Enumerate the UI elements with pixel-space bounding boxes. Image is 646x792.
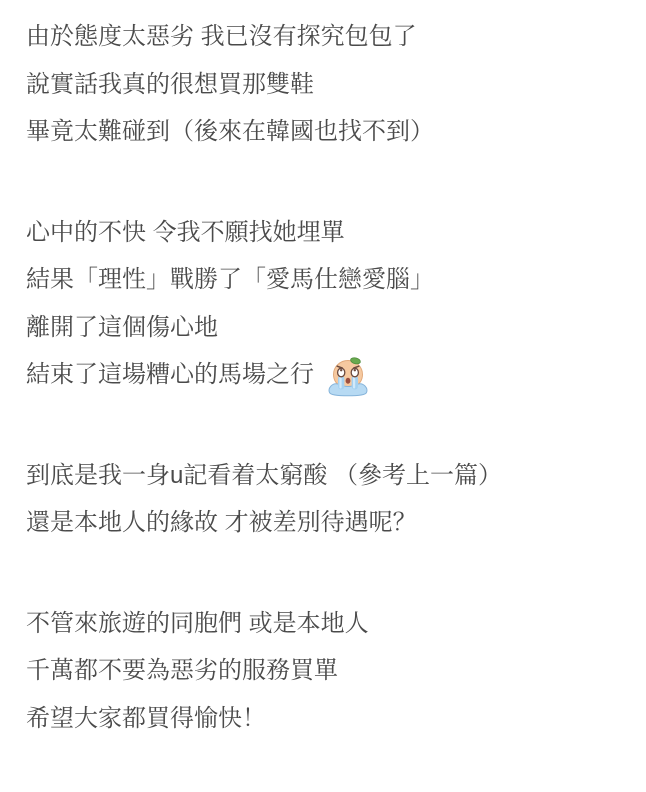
text-line [26,600,628,648]
paragraph [26,600,628,743]
paragraph [26,452,628,547]
line-text: 結果「理性」戰勝了「愛馬仕戀愛腦」 [26,266,434,293]
line-text: 到底是我一身u記看着太窮酸 （參考上一篇） [26,461,503,489]
line-text: 畢竟太難碰到（後來在韓國也找不到） [26,118,434,145]
text-line [26,108,628,156]
text-line [26,452,628,500]
line-text: 千萬都不要為惡劣的服務買單 [26,657,338,684]
paragraph [26,209,628,399]
line-text: 希望大家都買得愉快！ [26,704,266,732]
line-text: 不管來旅遊的同胞們 或是本地人 [26,609,369,637]
line-text: 說實話我真的很想買那雙鞋 [26,70,314,98]
text-line [26,13,628,61]
line-text: 離開了這個傷心地 [26,313,218,341]
line-text: 還是本地人的緣故 才被差別待遇呢？ [26,509,417,536]
paragraph [26,13,628,156]
crying-flood-sticker-icon [326,357,370,397]
text-line [26,61,628,109]
text-line [26,256,628,304]
line-text: 由於態度太惡劣 我已沒有探究包包了 [26,23,417,50]
line-text: 心中的不快 令我不願找她埋單 [26,218,345,246]
text-line [26,647,628,695]
text-line [26,695,628,743]
post-text [26,13,628,742]
text-line [26,499,628,547]
text-line [26,209,628,257]
text-line [26,304,628,352]
text-line [26,351,628,399]
line-text: 結束了這場糟心的馬場之行 [26,361,314,388]
